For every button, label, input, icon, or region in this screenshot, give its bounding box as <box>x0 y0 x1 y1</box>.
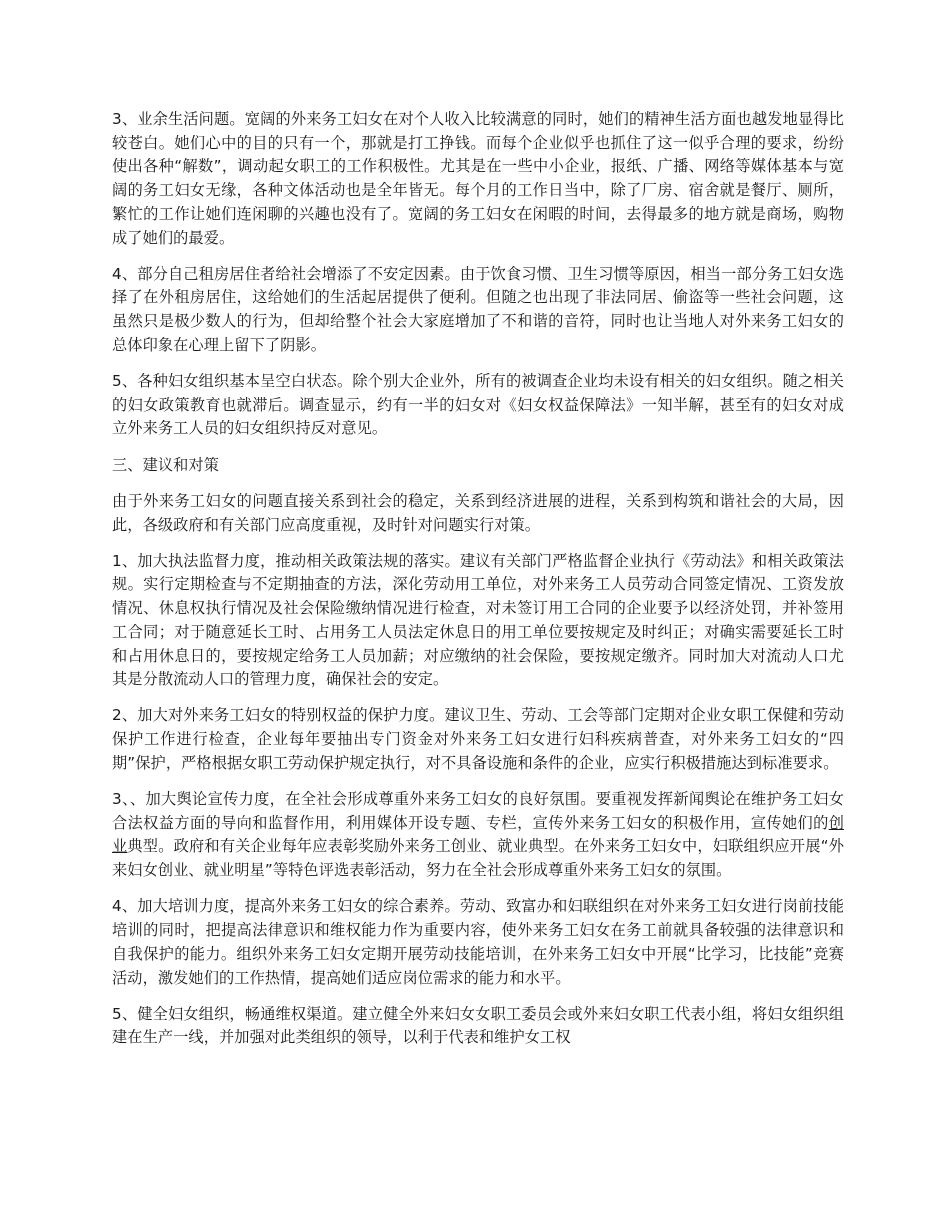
paragraph-leisure-life: 3、业余生活问题。宽阔的外来务工妇女在对个人收入比较满意的同时，她们的精神生活方面也越发地显得比较苍白。她们心中的目的只有一个，那就是打工挣钱。而每个企业似乎也抓住了这一似乎合理的要求，纷纷使出各种“解数”，调动起女职工的工作积极性。尤其是在一些中小企业，报纸、广播、网络等媒体基本与宽阔的务工妇女无缘，各种文体活动也是全年皆无。每个月的工作日当中，除了厂房、宿舍就是餐厅、厕所，繁忙的工作让她们连闲聊的兴趣也没有了。宽阔的务工妇女在闲暇的时间，去得最多的地方就是商场，购物成了她们的最爱。 <box>112 110 844 247</box>
publicity-text-after: 典型。政府和有关企业每年应表彰奖励外来务工创业、就业典型。在外来务工妇女中，妇联组织应开展“外来妇女创业、就业明星”等特色评选表彰活动，努力在全社会形成尊重外来务工妇女的氛围。 <box>112 837 844 880</box>
paragraph-rental-housing: 4、部分自己租房居住者给社会增添了不安定因素。由于饮食习惯、卫生习惯等原因，相当一部分务工妇女选择了在外租房居住，这给她们的生活起居提供了便利。但随之也出现了非法同居、偷盗等一些社会问题，这虽然只是极少数人的行为，但却给整个社会大家庭增加了不和谐的音符，同时也让当地人对外来务工妇女的总体印象在心理上留下了阴影。 <box>112 264 844 354</box>
paragraph-publicity <box>112 788 844 883</box>
paragraph-training: 4、加大培训力度，提高外来务工妇女的综合素养。劳动、致富办和妇联组织在对外来务工妇女进行岗前技能培训的同时，把提高法律意识和维权能力作为重要内容，使外来务工妇女在务工前就具备较强的法律意识和自我保护的能力。组织外来务工妇女定期开展劳动技能培训，在外来务工妇女中开展“比学习，比技能”竞赛活动，激发她们的工作热情，提高她们适应岗位需求的能力和水平。 <box>112 897 844 987</box>
document-body <box>112 108 844 1063</box>
paragraph-women-organizations: 5、各种妇女组织基本呈空白状态。除个别大企业外，所有的被调查企业均未设有相关的妇女组织。随之相关的妇女政策教育也就滞后。调查显示，约有一半的妇女对《妇女权益保障法》一知半解，甚至有的妇女对成立外来务工人员的妇女组织持反对意见。 <box>112 372 844 438</box>
paragraph-intro: 由于外来务工妇女的问题直接关系到社会的稳定，关系到经济进展的进程，关系到构筑和谐社会的大局，因此，各级政府和有关部门应高度重视，及时针对问题实行对策。 <box>112 491 844 534</box>
publicity-text-before: 3、、加大舆论宣传力度，在全社会形成尊重外来务工妇女的良好氛围。要重视发挥新闻舆论在维护务工妇女合法权益方面的导向和监督作用，利用媒体开设专题、专栏，宣传外来务工妇女的积极作用，宣传她们的 <box>112 790 844 832</box>
paragraph-law-enforcement: 1、加大执法监督力度，推动相关政策法规的落实。建议有关部门严格监督企业执行《劳动法》和相关政策法规。实行定期检查与不定期抽查的方法，深化劳动用工单位，对外来务工人员劳动合同签定情况、工资发放情况、休息权执行情况及社会保险缴纳情况进行检查，对未签订用工合同的企业要予以经济处罚，并补签用工合同；对于随意延长工时、占用务工人员法定休息日的用工单位要按规定及时纠正；对确实需要延长工时和占用休息日的，要按规定给务工人员加薪；对应缴纳的社会保险，要按规定缴齐。同时加大对流动人口尤其是分散流动人口的管理力度，确保社会的安定。 <box>112 551 844 689</box>
paragraph-organization: 5、健全妇女组织，畅通维权渠道。建立健全外来妇女女职工委员会或外来妇女职工代表小组，将妇女组织组建在生产一线，并加强对此类组织的领导，以利于代表和维护女工权 <box>112 1004 844 1047</box>
paragraph-special-rights: 2、加大对外来务工妇女的特别权益的保护力度。建议卫生、劳动、工会等部门定期对企业女职工保健和劳动保护工作进行检查，企业每年要抽出专门资金对外来务工妇女进行妇科疾病普查，对外来务工妇女的“四期”保护，严格根据女职工劳动保护规定执行，对不具备设施和条件的企业，应实行积极措施达到标准要求。 <box>112 706 844 772</box>
underlined-word: 创业 <box>112 813 844 856</box>
section-heading-suggestions: 三、建议和对策 <box>112 455 220 474</box>
